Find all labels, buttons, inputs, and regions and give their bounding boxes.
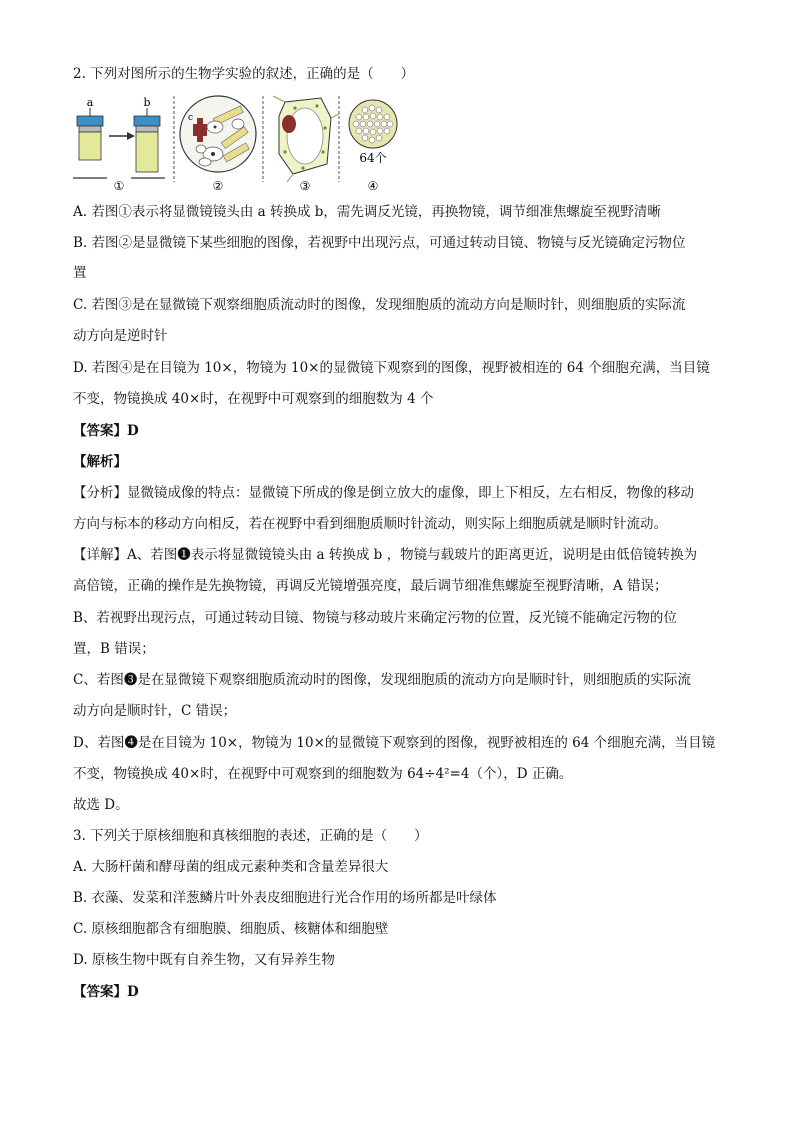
q2-analysis-line-8: 动方向是顺时针，C 错误； xyxy=(73,703,237,719)
lens-a-body xyxy=(79,132,101,160)
q3-option-d: D. 原核生物中既有自养生物，又有异养生物 xyxy=(73,952,335,968)
panel-4-cell-cluster xyxy=(349,100,397,193)
q2-option-d: D. 若图④是在目镜为 10×，物镜为 10×的显微镜下观察到的图像，视野被相连的 64 个细胞充满，当目镜 xyxy=(73,360,710,376)
q3-stem: 3. 下列关于原核细胞和真核细胞的表述，正确的是（ ） xyxy=(73,828,428,844)
q2-analysis-line-1: 【分析】显微镜成像的特点：显微镜下所成的像是倒立放大的虚像，即上下相反，左右相反，物像的移动 xyxy=(73,485,694,501)
q2-option-c: C. 若图③是在显微镜下观察细胞质流动时的图像，发现细胞质的流动方向是顺时针，则细胞质的实际流 xyxy=(73,297,686,313)
q2-analysis-line-4: 高倍镜，正确的操作是先换物镜，再调反光镜增强亮度，最后调节细准焦螺旋至视野清晰，A 错误； xyxy=(73,578,668,594)
q2-option-b-cont: 置 xyxy=(73,265,87,281)
q2-analysis-heading: 【解析】 xyxy=(73,454,127,470)
q3-option-c: C. 原核细胞都含有细胞膜、细胞质、核糖体和细胞壁 xyxy=(73,921,389,937)
q2-analysis-line-6: 置，B 错误； xyxy=(73,641,155,657)
lens-b-label: b xyxy=(143,96,151,109)
q2-analysis-line-7: C、若图❸是在显微镜下观察细胞质流动时的图像，发现细胞质的流动方向是顺时针，则细胞质的实际流 xyxy=(73,672,691,688)
q3-option-a: A. 大肠杆菌和酵母菌的组成元素种类和含量差异很大 xyxy=(73,859,389,875)
panel-2-cells xyxy=(180,96,256,193)
q2-stem: 2. 下列对图所示的生物学实验的叙述，正确的是（ ） xyxy=(73,66,415,82)
q2-analysis-line-11: 故选 D。 xyxy=(73,797,129,813)
panel-4-label: ④ xyxy=(367,179,379,193)
q2-option-b: B. 若图②是显微镜下某些细胞的图像，若视野中出现污点，可通过转动目镜、物镜与反光镜确定污物位 xyxy=(73,235,686,251)
q3-answer: 【答案】D xyxy=(73,984,139,1000)
q2-answer: 【答案】D xyxy=(73,423,139,439)
q2-option-a: A. 若图①表示将显微镜镜头由 a 转换成 b，需先调反光镜，再换物镜，调节细准焦螺旋至视野清晰 xyxy=(73,204,661,220)
lens-b-body xyxy=(136,132,158,172)
lens-a-label: a xyxy=(86,96,94,109)
q2-figure xyxy=(73,94,433,194)
lens-a-cap xyxy=(77,116,103,126)
cell-count-label: 64个 xyxy=(359,151,387,165)
q3-option-b: B. 衣藻、发菜和洋葱鳞片叶外表皮细胞进行光合作用的场所都是叶绿体 xyxy=(73,890,497,906)
microscope-figure xyxy=(73,94,433,194)
nucleus xyxy=(282,115,296,133)
q2-option-c-cont: 动方向是逆时针 xyxy=(73,328,168,344)
q2-analysis-line-10: 不变，物镜换成 40×时，在视野中可观察到的细胞数为 64÷4²=4（个），D 正确。 xyxy=(73,766,573,782)
q2-analysis-line-9: D、若图❹是在目镜为 10×，物镜为 10×的显微镜下观察到的图像，视野被相连的 64 个细胞充满，当目镜 xyxy=(73,735,716,751)
q2-option-d-cont: 不变，物镜换成 40×时，在视野中可观察到的细胞数为 4 个 xyxy=(73,391,434,407)
panel-1-lenses xyxy=(73,96,165,193)
stain-spot xyxy=(197,118,203,142)
cell-label-c: c xyxy=(188,113,194,123)
panel-3-label: ③ xyxy=(299,179,311,193)
lens-b-cap xyxy=(134,116,160,126)
panel-3-plant-cell xyxy=(273,96,339,193)
panel-1-label: ① xyxy=(113,179,125,193)
q2-analysis-line-5: B、若视野出现污点，可通过转动目镜、物镜与移动玻片来确定污物的位置，反光镜不能确定污物的位 xyxy=(73,610,677,626)
panel-2-label: ② xyxy=(212,179,224,193)
q2-analysis-line-3: 【详解】A、若图❶表示将显微镜镜头由 a 转换成 b ，物镜与载玻片的距离更近，说明是由低倍镜转换为 xyxy=(73,547,698,563)
q2-analysis-line-2: 方向与标本的移动方向相反，若在视野中看到细胞质顺时针流动，则实际上细胞质就是顺时针流动。 xyxy=(73,516,667,532)
